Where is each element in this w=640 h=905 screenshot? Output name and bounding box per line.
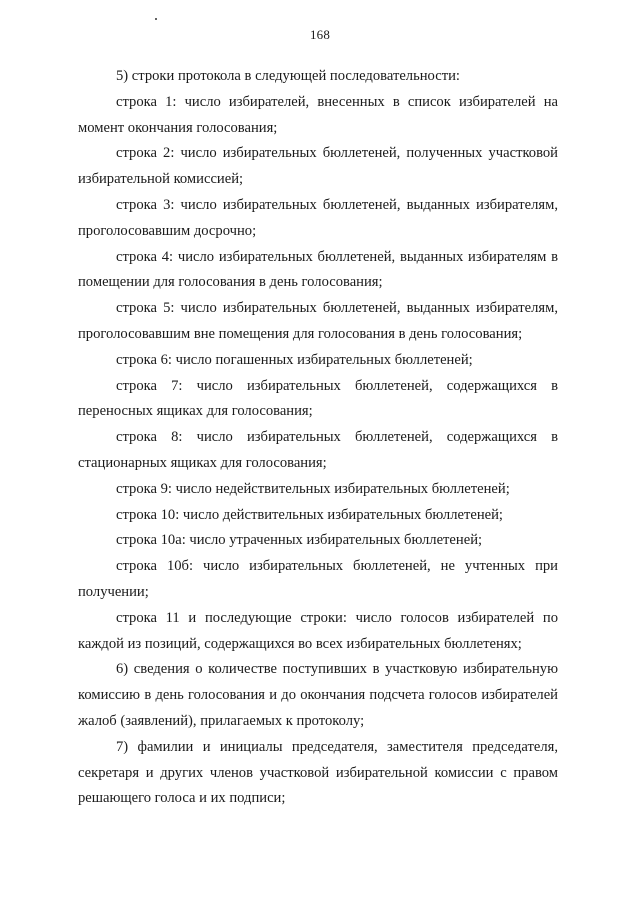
paragraph: строка 8: число избирательных бюллетеней, содержащихся в стационарных ящиках для голосования; <box>78 429 558 471</box>
paragraph: 7) фамилии и инициалы председателя, заместителя председателя, секретаря и других членов участковой избирательной комиссии с правом решающего голоса и их подписи; <box>78 738 558 807</box>
paragraph: строка 4: число избирательных бюллетеней, выданных избирателям в помещении для голосования в день голосования; <box>78 248 558 291</box>
paragraph: строка 6: число погашенных избирательных бюллетеней; <box>116 351 473 368</box>
paragraph: 5) строки протокола в следующей последовательности: <box>116 68 460 84</box>
paragraph: строка 7: число избирательных бюллетеней, содержащихся в переносных ящиках для голосования; <box>78 377 558 420</box>
paragraph: строка 10а: число утраченных избирательных бюллетеней; <box>116 532 483 549</box>
paragraph: строка 2: число избирательных бюллетеней, полученных участковой избирательной комиссией; <box>78 145 558 188</box>
page-number: 168 <box>309 27 331 42</box>
paragraph: строка 11 и последующие строки: число голосов избирателей по каждой из позиций, содержащихся во всех избирательных бюллетенях; <box>78 609 558 652</box>
paragraph: строка 10: число действительных избирательных бюллетеней; <box>116 506 503 523</box>
paragraph: строка 9: число недействительных избирательных бюллетеней; <box>116 480 510 497</box>
paragraph: строка 1: число избирателей, внесенных в список избирателей на момент окончания голосования; <box>78 93 558 136</box>
document-body <box>78 64 558 812</box>
scan-speck <box>155 18 157 20</box>
paragraph: строка 3: число избирательных бюллетеней, выданных избирателям, проголосовавшим досрочно; <box>78 196 558 239</box>
paragraph: строка 10б: число избирательных бюллетеней, не учтенных при получении; <box>78 558 558 600</box>
paragraph: строка 5: число избирательных бюллетеней, выданных избирателям, проголосовавшим вне помещения для голосования в день голосования; <box>78 300 558 342</box>
paragraph: 6) сведения о количестве поступивших в участковую избирательную комиссию в день голосования и до окончания подсчета голосов избирателей жалоб (заявлений), прилагаемых к протоколу; <box>78 661 558 729</box>
